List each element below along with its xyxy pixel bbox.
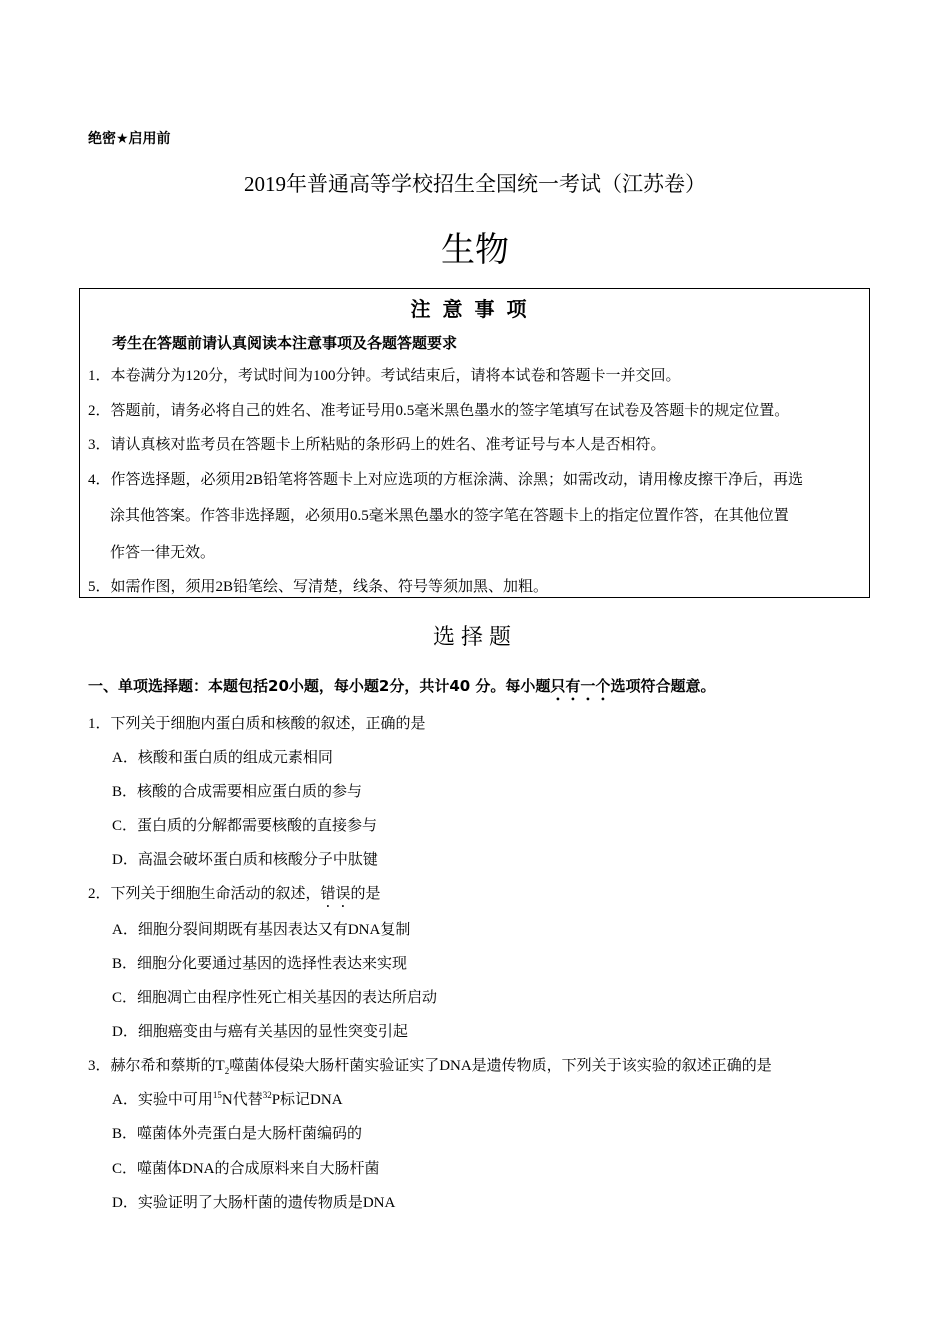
question-text: 下列关于细胞生命活动的叙述， — [110, 886, 321, 902]
superscript: 32 — [262, 1090, 272, 1100]
confidential-label: 绝密★启用前 — [88, 131, 171, 147]
question-text: 赫尔希和蔡斯的T — [110, 1058, 225, 1074]
question-3-option-b — [112, 1122, 362, 1143]
subscript: 2 — [224, 1066, 230, 1076]
question-1-option-a — [112, 746, 333, 767]
question-3-option-d — [112, 1191, 395, 1212]
notice-subtitle: 考生在答题前请认真阅读本注意事项及各题答题要求 — [112, 334, 458, 352]
notice-item-continuation: 涂其他答案。作答非选择题，必须用0.5毫米黑色墨水的签字笔在答题卡上的指定位置作答，在其他位置 — [110, 508, 789, 524]
option-label: C． — [112, 1161, 138, 1177]
notice-item: 4．作答选择题，必须用2B铅笔将答题卡上对应选项的方框涂满、涂黑；如需改动，请用橡皮擦干净后，再选 — [88, 472, 804, 488]
question-emphasis: 错误 — [320, 886, 351, 902]
question-text: 的是 — [350, 886, 381, 902]
option-label: A． — [112, 1092, 138, 1108]
question-2-option-b — [112, 952, 407, 973]
question-number: 3． — [88, 1058, 111, 1074]
option-label: B． — [112, 1126, 138, 1142]
question-3-option-a — [112, 1088, 343, 1109]
question-text: 下列关于细胞内蛋白质和核酸的叙述，正确的是 — [110, 716, 426, 732]
notice-item-continuation: 作答一律无效。 — [110, 545, 216, 561]
question-1-option-d — [112, 848, 378, 869]
option-label: C． — [112, 818, 138, 834]
option-text: 实验证明了大肠杆菌的遗传物质是DNA — [137, 1195, 396, 1211]
option-label: B． — [112, 784, 138, 800]
notice-item: 2．答题前，请务必将自己的姓名、准考证号用0.5毫米黑色墨水的签字笔填写在试卷及答题卡的规定位置。 — [88, 403, 790, 419]
question-3-stem — [88, 1054, 772, 1076]
option-text: 噬菌体DNA的合成原料来自大肠杆菌 — [137, 1161, 380, 1177]
option-text: 细胞癌变由与癌有关基因的显性突变引起 — [137, 1024, 408, 1040]
option-label: D． — [112, 852, 138, 868]
notice-title: 注意事项 — [410, 297, 539, 321]
notice-box — [79, 288, 870, 598]
question-3-option-c — [112, 1157, 380, 1178]
exam-title: 2019年普通高等学校招生全国统一考试（江苏卷） — [244, 172, 706, 196]
option-text: 核酸的合成需要相应蛋白质的参与 — [137, 784, 363, 800]
question-1-stem — [88, 712, 426, 733]
option-label: B． — [112, 956, 138, 972]
question-number: 1． — [88, 716, 111, 732]
question-text: 噬菌体侵染大肠杆菌实验证实了DNA是遗传物质，下列关于该实验的叙述正确的是 — [229, 1058, 772, 1074]
option-text: P标记DNA — [271, 1092, 343, 1108]
superscript: 15 — [212, 1090, 222, 1100]
question-number: 2． — [88, 886, 111, 902]
option-label: A． — [112, 922, 138, 938]
part-heading-emphasis: 只有一个 — [550, 677, 611, 695]
option-text: 蛋白质的分解都需要核酸的直接参与 — [137, 818, 378, 834]
part-heading-text: 选项符合题意。 — [610, 677, 716, 695]
option-label: C． — [112, 990, 138, 1006]
option-text: 细胞分裂间期既有基因表达又有DNA复制 — [137, 922, 411, 938]
question-1-option-b — [112, 780, 362, 801]
option-text: 高温会破坏蛋白质和核酸分子中肽键 — [137, 852, 378, 868]
section-title: 选择题 — [432, 625, 517, 650]
option-text: 实验中可用 — [137, 1092, 213, 1108]
option-text: 细胞分化要通过基因的选择性表达来实现 — [137, 956, 408, 972]
notice-item: 5．如需作图，须用2B铅笔绘、写清楚，线条、符号等须加黑、加粗。 — [88, 579, 549, 595]
option-label: D． — [112, 1195, 138, 1211]
notice-item: 3．请认真核对监考员在答题卡上所粘贴的条形码上的姓名、准考证号与本人是否相符。 — [88, 437, 666, 453]
option-text: 细胞凋亡由程序性死亡相关基因的表达所启动 — [137, 990, 438, 1006]
question-1-option-c — [112, 814, 377, 835]
option-text: 核酸和蛋白质的组成元素相同 — [137, 750, 333, 766]
question-2-option-d — [112, 1020, 408, 1041]
part-heading — [88, 675, 715, 704]
part-heading-text: 一、单项选择题：本题包括20小题，每小题2分，共计40 分。每小题 — [88, 677, 551, 695]
question-2-stem — [88, 882, 381, 911]
option-text: 噬菌体外壳蛋白是大肠杆菌编码的 — [137, 1126, 363, 1142]
question-2-option-a — [112, 918, 410, 939]
option-text: N代替 — [221, 1092, 263, 1108]
option-label: D． — [112, 1024, 138, 1040]
question-2-option-c — [112, 986, 437, 1007]
subject-title: 生物 — [441, 230, 509, 270]
notice-item: 1．本卷满分为120分，考试时间为100分钟。考试结束后，请将本试卷和答题卡一并交回。 — [88, 368, 681, 384]
option-label: A． — [112, 750, 138, 766]
